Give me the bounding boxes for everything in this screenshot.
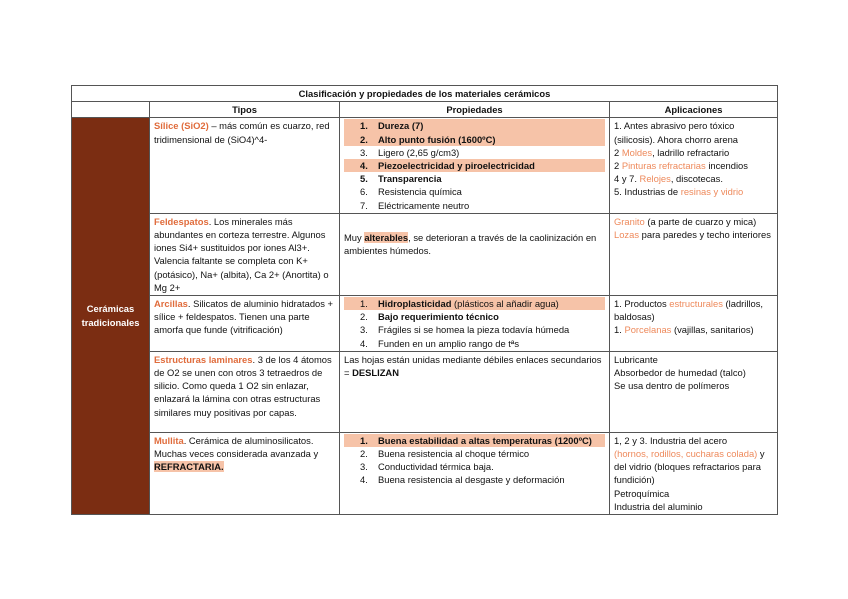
propiedades-cell: [340, 432, 610, 514]
app-line: 4 y 7. Relojes, discotecas.: [614, 173, 723, 185]
header-propiedades: Propiedades: [340, 102, 610, 118]
tipo-description: . Silicatos de aluminio hidratados + sílice + feldespatos. Tienen una parte amorfa que funde (vitrificación): [154, 298, 334, 336]
property-list: [344, 434, 605, 487]
table-row-laminares: [72, 351, 778, 432]
list-item: 1. Buena estabilidad a altas temperaturas (1200ºC): [344, 434, 605, 447]
list-item: 7. Eléctricamente neutro: [360, 199, 470, 211]
list-item: 4. Funden en un amplio rango de tªs: [360, 337, 520, 349]
tipo-name: Sílice (SiO2): [154, 120, 209, 132]
list-item: 1. Dureza (7): [344, 119, 605, 132]
prop-text: , se deterioran a través de la caolinización en ambientes húmedos.: [344, 231, 597, 256]
table-row-mullita: [72, 432, 778, 514]
list-item: 6. Resistencia química: [360, 186, 462, 198]
list-item: 2. Bajo requerimiento técnico: [360, 311, 499, 323]
tipo-name: Mullita: [154, 434, 184, 446]
tipo-description: – más común es cuarzo, red tridimensional de (SiO4)^4-: [154, 120, 330, 145]
propiedades-cell: [340, 118, 610, 213]
app-line: Lozas para paredes y techo interiores: [614, 229, 771, 241]
tipo-highlight: REFRACTARIA.: [154, 461, 224, 473]
tipo-cell: [150, 432, 340, 514]
aplicaciones-cell: [610, 296, 778, 352]
app-line: Se usa dentro de polímeros: [614, 380, 730, 392]
header-empty: [72, 102, 150, 118]
header-aplicaciones: Aplicaciones: [610, 102, 778, 118]
app-line: 1, 2 y 3. Industria del acero: [614, 434, 728, 446]
prop-bold: DESLIZAN: [352, 367, 399, 379]
property-list: [344, 297, 605, 350]
list-item: 3. Ligero (2,65 g/cm3): [360, 146, 460, 158]
propiedades-cell: [340, 351, 610, 432]
list-item: 2. Buena resistencia al choque térmico: [360, 448, 530, 460]
list-item: 4. Piezoelectricidad y piroelectricidad: [344, 159, 605, 172]
app-line: 1. Productos estructurales (ladrillos, baldosas): [614, 298, 764, 323]
tipo-cell: [150, 296, 340, 352]
table-row-feldespatos: [72, 213, 778, 295]
table-row-arcillas: [72, 296, 778, 352]
prop-text: Las hojas están unidas mediante débiles enlaces secundarios =: [344, 353, 602, 379]
app-line: Granito (a parte de cuarzo y mica): [614, 215, 757, 227]
header-tipos: Tipos: [150, 102, 340, 118]
app-line: (hornos, rodillos, cucharas colada) y del vidrio (bloques refractarios para fundición): [614, 448, 765, 486]
app-line: Lubricante: [614, 353, 658, 365]
app-line: 5. Industrias de resinas y vidrio: [614, 186, 744, 198]
app-line: 1. Antes abrasivo pero tóxico (silicosis). Ahora chorro arena: [614, 120, 739, 145]
propiedades-cell: [340, 296, 610, 352]
aplicaciones-cell: [610, 213, 778, 295]
tipo-name: Feldespatos: [154, 215, 209, 227]
prop-highlight: alterables: [364, 231, 409, 243]
tipo-description: . Los minerales más abundantes en corteza terrestre. Algunos iones Si4+ sustituidos por iones Al3+. Valencia faltante se completa con K+ (potásico), Na+ (albita), Ca 2+ (Anortita) o Mg 2+: [154, 215, 329, 293]
app-line: 2 Pinturas refractarias incendios: [614, 160, 748, 172]
propiedades-cell: [340, 213, 610, 295]
tipo-cell: [150, 351, 340, 432]
list-item: 2. Alto punto fusión (1600ºC): [344, 133, 605, 146]
tipo-description: . 3 de los 4 átomos de O2 se unen con otros 3 tetraedros de silicio. Como queda 1 O2 sin enlazar, enlazará la lámina con otras estructuras similares muy positivas por capas.: [154, 353, 332, 418]
category-label-line2: tradicionales: [81, 317, 140, 329]
list-item: 3. Conductividad térmica baja.: [360, 461, 494, 473]
app-line: Petroquímica: [614, 487, 670, 499]
list-item: 3. Frágiles si se homea la pieza todavía húmeda: [360, 324, 570, 336]
prop-text: Muy: [344, 231, 365, 243]
table-title: Clasificación y propiedades de los materiales cerámicos: [72, 86, 778, 102]
ceramics-classification-table: [71, 85, 778, 515]
app-line: 2 Moldes, ladrillo refractario: [614, 146, 730, 158]
app-line: 1. Porcelanas (vajillas, sanitarios): [614, 324, 754, 336]
table-row-silice: [72, 118, 778, 213]
list-item: 4. Buena resistencia al desgaste y deformación: [360, 474, 565, 486]
app-line: Industria del aluminio: [614, 500, 703, 512]
app-line: Absorbedor de humedad (talco): [614, 367, 746, 379]
list-item: 5. Transparencia: [360, 173, 442, 185]
tipo-name: Arcillas: [154, 298, 188, 310]
property-list: [344, 119, 605, 211]
tipo-cell: [150, 118, 340, 213]
tipo-name: Estructuras laminares: [154, 353, 253, 365]
aplicaciones-cell: [610, 432, 778, 514]
category-label-line1: Cerámicas: [86, 303, 135, 315]
tipo-description: . Cerámica de aluminosilicatos. Muchas veces considerada avanzada y: [154, 434, 319, 460]
list-item: 1. Hidroplasticidad (plásticos al añadir agua): [344, 297, 605, 310]
tipo-cell: [150, 213, 340, 295]
category-cell: [72, 118, 150, 515]
aplicaciones-cell: [610, 351, 778, 432]
aplicaciones-cell: [610, 118, 778, 213]
